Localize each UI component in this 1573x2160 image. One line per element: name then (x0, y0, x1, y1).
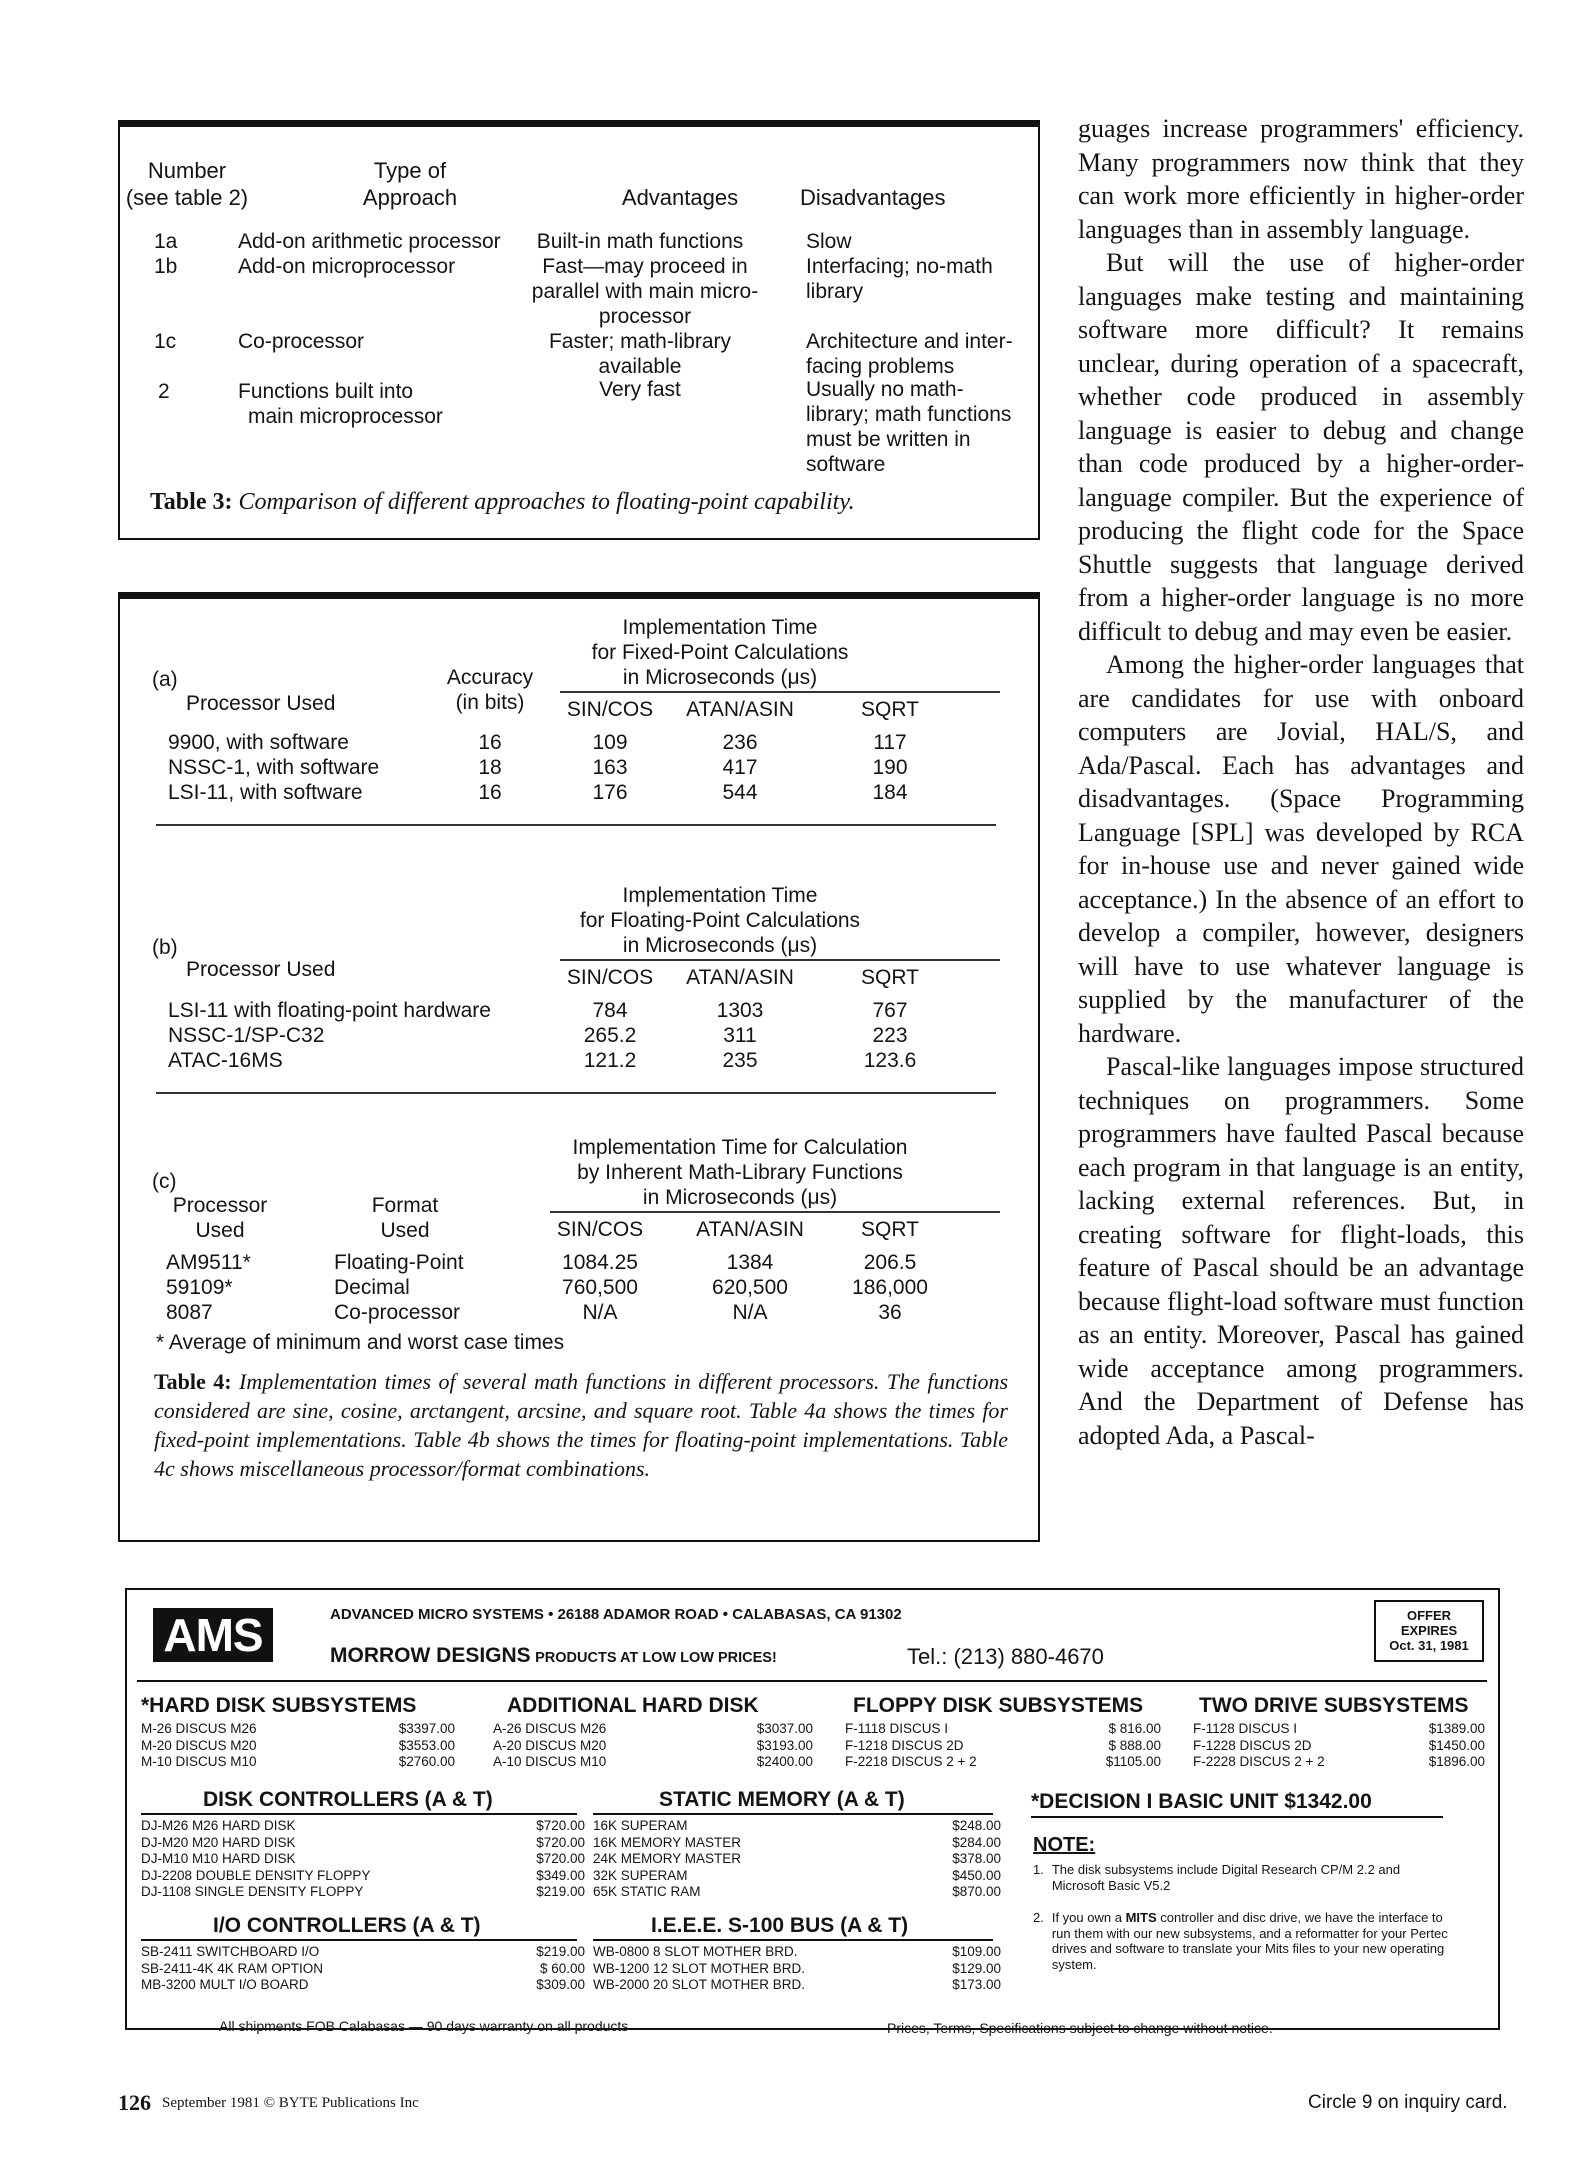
t4c-row-proc: AM9511* (166, 1251, 251, 1274)
t3-row-approach: Co-processor (238, 330, 365, 353)
t4c-row-v1: 1084.25 (562, 1251, 638, 1274)
ams-advertisement (125, 1588, 1500, 2036)
t4b-row-v3: 223 (872, 1024, 908, 1047)
list-item: DJ-M20 M20 HARD DISK $720.00 (141, 1834, 585, 1850)
list-item: F-2218 DISCUS 2 + 2 $1105.00 (845, 1754, 1161, 1769)
list-item: 32K SUPERAM $450.00 (593, 1867, 1001, 1883)
t4a-row-v1: 109 (592, 731, 628, 754)
ad-divider (137, 1680, 1487, 1682)
list-item: M-20 DISCUS M20 $3553.00 (141, 1737, 455, 1753)
note-2: 2. If you own a MITS controller and disc drive, we have the interface to run them with our new subsystems, and a reformatter for your Pertec drives and software to translate your Mits files to your new operating system. (1033, 1910, 1448, 1972)
io-controllers-list (141, 1944, 585, 1994)
list-item: F-1228 DISCUS 2D $1450.00 (1193, 1737, 1485, 1753)
t3-row-adv: Very fast (599, 378, 681, 401)
list-item: SB-2411 SWITCHBOARD I/O $219.00 (141, 1944, 585, 1959)
t4b-label: (b) (152, 936, 178, 959)
list-item: F-1218 DISCUS 2D $ 888.00 (845, 1737, 1161, 1753)
t3-row-num: 2 (158, 380, 170, 403)
t4a-row-v2: 544 (722, 781, 758, 804)
t4a-row-v2: 417 (722, 756, 758, 779)
hard-disk-title: *HARD DISK SUBSYSTEMS (141, 1694, 417, 1717)
t4b-row-v1: 121.2 (583, 1049, 637, 1072)
floppy-list (845, 1721, 1161, 1771)
t4c-footnote: * Average of minimum and worst case times (156, 1331, 565, 1354)
list-item: F-2228 DISCUS 2 + 2 $1896.00 (1193, 1754, 1485, 1769)
t4c-header-rule (550, 1211, 1000, 1213)
t4b-row-v2: 235 (722, 1049, 758, 1072)
static-memory-list (593, 1818, 1001, 1901)
list-item: M-26 DISCUS M26 $3397.00 (141, 1721, 455, 1736)
t4a-row-v3: 117 (873, 731, 907, 754)
add-hard-disk-list (493, 1721, 813, 1771)
t3-row-num: 1a (154, 230, 178, 253)
t4a-row-proc: LSI-11, with software (168, 781, 363, 804)
t4b-col-sqrt: SQRT (861, 966, 919, 989)
t4a-header-rule (560, 691, 1000, 693)
t4a-group-header: Implementation Time for Fixed-Point Calculations in Microseconds (μs) (591, 616, 849, 689)
list-item: F-1128 DISCUS I $1389.00 (1193, 1721, 1485, 1736)
t4c-processor-header: Processor Used (172, 1194, 268, 1242)
table-4 (118, 592, 1040, 1542)
t4c-col-atan: ATAN/ASIN (696, 1218, 804, 1241)
note-title: NOTE: (1033, 1834, 1096, 1856)
t3-header-advantages: Advantages (621, 185, 739, 210)
t4c-row-v2: N/A (732, 1301, 768, 1324)
article-paragraph: But will the use of higher-order languages make testing and maintaining software more difficult? It remains unclear, during operation of a spacecraft, whether code produced in assembly language is easier to debug and change than code produced by a higher-order-language compiler. But the experience of producing the flight code for the Space Shuttle suggests that language derived from a higher-order language is no more difficult to debug and may even be easier. (1078, 248, 1524, 646)
section-underline (1031, 1816, 1443, 1818)
t3-row-dis: Slow (806, 230, 852, 253)
list-item: DJ-1108 SINGLE DENSITY FLOPPY $219.00 (141, 1884, 585, 1899)
t3-row-adv: Built-in math functions (536, 230, 744, 253)
t4-separator (156, 1092, 996, 1094)
t3-header-number: Number (see table 2) (125, 158, 249, 210)
list-item: SB-2411-4K 4K RAM OPTION $ 60.00 (141, 1960, 585, 1976)
t4b-col-atan: ATAN/ASIN (686, 966, 794, 989)
list-item: WB-1200 12 SLOT MOTHER BRD. $129.00 (593, 1960, 1001, 1976)
t4b-row-v3: 767 (872, 999, 908, 1022)
t4c-format-header: Format Used (371, 1194, 439, 1242)
decision-basic-unit: *DECISION I BASIC UNIT $1342.00 (1031, 1790, 1372, 1813)
section-underline (593, 1813, 993, 1815)
t4c-row-fmt: Floating-Point (334, 1251, 464, 1274)
list-item: A-20 DISCUS M20 $3193.00 (493, 1737, 813, 1753)
t3-row-dis: Usually no math- library; math functions must be written in software (806, 378, 1012, 476)
io-controllers-title: I/O CONTROLLERS (A & T) (213, 1914, 481, 1937)
add-hard-disk-title: ADDITIONAL HARD DISK (507, 1694, 759, 1717)
article-column (1078, 112, 1524, 1452)
t3-row-dis: Architecture and inter- facing problems (806, 330, 1013, 378)
t4c-row-v2: 1384 (726, 1251, 774, 1274)
t4a-col-atan: ATAN/ASIN (686, 698, 794, 721)
t4a-row-acc: 16 (478, 781, 502, 804)
hard-disk-list (141, 1721, 455, 1771)
list-item: F-1118 DISCUS I $ 816.00 (845, 1721, 1161, 1736)
ad-shipping-note: All shipments FOB Calabasas — 90 days warranty on all products (219, 2018, 629, 2034)
t4c-col-sincos: SIN/COS (556, 1218, 644, 1241)
t4a-accuracy-header: Accuracy (in bits) (446, 666, 534, 714)
t4c-row-proc: 8087 (166, 1301, 213, 1324)
ieee-bus-title: I.E.E.E. S-100 BUS (A & T) (651, 1914, 909, 1937)
t4-separator (156, 824, 996, 826)
static-memory-title: STATIC MEMORY (A & T) (659, 1788, 905, 1811)
t4c-row-v3: 186,000 (852, 1276, 928, 1299)
t4b-row-v3: 123.6 (863, 1049, 917, 1072)
t4c-row-proc: 59109* (166, 1276, 233, 1299)
t4b-col-sincos: SIN/COS (566, 966, 654, 989)
disk-controllers-list (141, 1818, 585, 1901)
table-4-caption: Table 4: Implementation times of several math functions in different processors. The functions considered are sine, cosine, arctangent, arcsine, and square root. Table 4a shows the times for fixed-point implementations. Table 4b shows the times for floating-point implementations. Table 4c shows miscellaneous processor/format combinations. (154, 1369, 1009, 1481)
t4c-row-fmt: Co-processor (334, 1301, 461, 1324)
t4c-row-v3: 36 (878, 1301, 902, 1324)
section-underline (593, 1939, 993, 1941)
note-1: 1. The disk subsystems include Digital Research CP/M 2.2 and Microsoft Basic V5.2 (1033, 1862, 1401, 1893)
t4c-row-fmt: Decimal (334, 1276, 410, 1299)
t4a-row-v1: 176 (592, 781, 628, 804)
t4b-row-v1: 784 (592, 999, 628, 1022)
t4b-row-v2: 1303 (716, 999, 764, 1022)
t4a-row-proc: 9900, with software (168, 731, 349, 754)
list-item: DJ-M10 M10 HARD DISK $720.00 (141, 1851, 585, 1866)
offer-expires-box: OFFER EXPIRES Oct. 31, 1981 (1374, 1600, 1484, 1662)
two-drive-title: TWO DRIVE SUBSYSTEMS (1199, 1694, 1469, 1717)
article-paragraph: guages increase programmers' efficiency. Many programmers now think that they can work more efficiently in higher-order languages than in assembly language. (1078, 114, 1524, 244)
ad-telephone: Tel.: (213) 880-4670 (907, 1644, 1104, 1669)
t3-row-approach: Add-on microprocessor (238, 255, 456, 278)
list-item: WB-0800 8 SLOT MOTHER BRD. $109.00 (593, 1944, 1001, 1959)
list-item: A-10 DISCUS M10 $2400.00 (493, 1754, 813, 1769)
ad-prices-note: Prices, Terms, Specifications subject to change without notice. (887, 2020, 1273, 2036)
ad-company-line: ADVANCED MICRO SYSTEMS • 26188 ADAMOR ROAD • CALABASAS, CA 91302 (330, 1606, 902, 1623)
page-number: 126 (118, 2090, 151, 2115)
t4b-row-proc: LSI-11 with floating-point hardware (168, 999, 491, 1022)
t3-row-adv: Faster; math-library available (548, 330, 732, 378)
t4a-label: (a) (152, 668, 178, 691)
t4a-processor-header: Processor Used (186, 692, 336, 715)
list-item: 16K SUPERAM $248.00 (593, 1818, 1001, 1833)
ams-logo: AMS (153, 1608, 273, 1662)
t4a-row-v3: 184 (872, 781, 908, 804)
t4c-label: (c) (152, 1170, 177, 1193)
list-item: MB-3200 MULT I/O BOARD $309.00 (141, 1977, 585, 1992)
t3-row-dis: Interfacing; no-math library (806, 255, 993, 303)
t4a-row-v1: 163 (592, 756, 628, 779)
t4c-row-v1: N/A (582, 1301, 618, 1324)
list-item: M-10 DISCUS M10 $2760.00 (141, 1754, 455, 1769)
list-item: DJ-2208 DOUBLE DENSITY FLOPPY $349.00 (141, 1867, 585, 1883)
t4b-row-proc: NSSC-1/SP-C32 (168, 1024, 325, 1047)
t4c-row-v3: 206.5 (863, 1251, 917, 1274)
two-drive-list (1193, 1721, 1485, 1771)
ad-morrow-line: MORROW DESIGNS PRODUCTS AT LOW LOW PRICES! (330, 1644, 777, 1667)
floppy-title: FLOPPY DISK SUBSYSTEMS (853, 1694, 1144, 1717)
t4b-row-v2: 311 (723, 1024, 757, 1047)
t3-header-type: Type of Approach (362, 158, 458, 210)
t4c-group-header: Implementation Time for Calculation by Inherent Math-Library Functions in Microseconds (μs) (572, 1136, 908, 1209)
article-paragraph: Pascal-like languages impose structured techniques on programmers. Some programmers have faulted Pascal because each program in that language is an entity, lacking external references. But, in creating software for flight-loads, this feature of Pascal should be an advantage because flight-load software must function as an entity. Moreover, Pascal has gained wide acceptance among programmers. And the Department of Defense has adopted Ada, a Pascal- (1078, 1052, 1524, 1450)
table-3 (118, 120, 1040, 540)
t4b-row-proc: ATAC-16MS (168, 1049, 283, 1072)
t4a-row-v2: 236 (722, 731, 758, 754)
list-item: DJ-M26 M26 HARD DISK $720.00 (141, 1818, 585, 1833)
t4c-row-v2: 620,500 (712, 1276, 788, 1299)
article-paragraph: Among the higher-order languages that are candidates for use with onboard computers are Jovial, HAL/S, and Ada/Pascal. Each has advantages and disadvantages. (Space Programming Language [SPL] was developed by RCA for in-house use and never gained wide acceptance.) In the absence of an effort to develop a compiler, however, designers will have to use whatever language is supplied by the manufacturer of the hardware. (1078, 650, 1524, 1048)
list-item: WB-2000 20 SLOT MOTHER BRD. $173.00 (593, 1977, 1001, 1992)
t4a-row-proc: NSSC-1, with software (168, 756, 380, 779)
t4a-col-sqrt: SQRT (861, 698, 919, 721)
t4b-row-v1: 265.2 (583, 1024, 637, 1047)
t3-row-approach: Functions built into main microprocessor (238, 380, 443, 428)
t3-row-approach: Add-on arithmetic processor (238, 230, 501, 253)
t4b-group-header: Implementation Time for Floating-Point Calculations in Microseconds (μs) (579, 884, 861, 957)
inquiry-card-note: Circle 9 on inquiry card. (1308, 2092, 1508, 2113)
t4c-row-v1: 760,500 (562, 1276, 638, 1299)
t4b-processor-header: Processor Used (186, 958, 336, 981)
list-item: 24K MEMORY MASTER $378.00 (593, 1851, 1001, 1866)
ieee-bus-list (593, 1944, 1001, 1994)
t4a-row-acc: 16 (478, 731, 502, 754)
list-item: A-26 DISCUS M26 $3037.00 (493, 1721, 813, 1736)
t4b-header-rule (560, 959, 1000, 961)
t3-header-disadvantages: Disadvantages (800, 185, 946, 210)
t3-row-num: 1b (154, 255, 178, 278)
t3-row-num: 1c (154, 330, 177, 353)
table-3-caption: Table 3: Comparison of different approaches to floating-point capability. (150, 489, 855, 515)
list-item: 65K STATIC RAM $870.00 (593, 1884, 1001, 1899)
disk-controllers-title: DISK CONTROLLERS (A & T) (203, 1788, 493, 1811)
section-underline (141, 1939, 577, 1941)
t4a-col-sincos: SIN/COS (566, 698, 654, 721)
t4c-col-sqrt: SQRT (861, 1218, 919, 1241)
t4a-row-acc: 18 (478, 756, 502, 779)
t4a-row-v3: 190 (872, 756, 908, 779)
section-underline (141, 1813, 577, 1815)
t3-row-adv: Fast—may proceed in parallel with main micro- processor (531, 255, 759, 328)
publication-info: September 1981 © BYTE Publications Inc (162, 2095, 419, 2111)
list-item: 16K MEMORY MASTER $284.00 (593, 1834, 1001, 1850)
